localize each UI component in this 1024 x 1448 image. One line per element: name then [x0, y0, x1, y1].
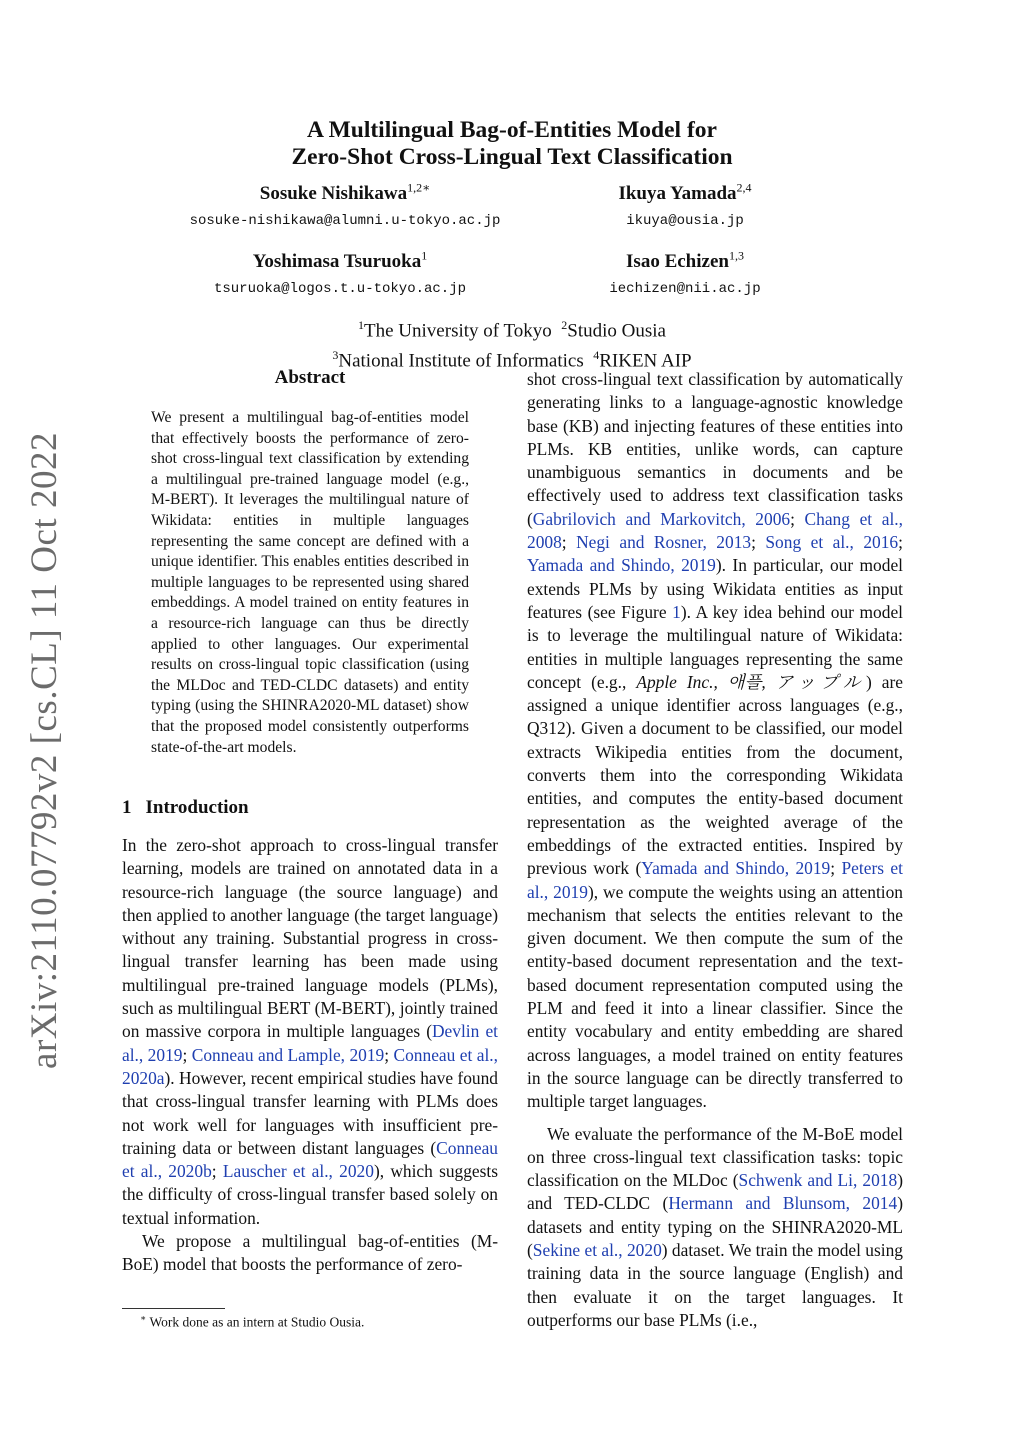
author-block [150, 181, 540, 229]
section-heading [122, 797, 249, 819]
citation-link[interactable]: Schwenk and Li, 2018 [738, 1170, 898, 1191]
citation-link[interactable]: Devlin et al., 2019 [122, 1021, 498, 1065]
arxiv-sidebar [23, 320, 65, 1180]
section-number: 1 [122, 797, 132, 818]
citation-link[interactable]: Lauscher et al., 2020 [222, 1161, 374, 1182]
author-block [560, 249, 810, 297]
right-paragraph-1: shot cross-lingual text classification by automatically generating links to a language-agnostic knowledge base (KB) and injecting features of these entities into PLMs. KB entities, unlike words, can capture unambiguous semantics in documents and be effectively used to address text classification tasks (Gabrilovich and Markovitch, 2006; Chang et al., 2008; Negi and Rosner, 2013; Song et al., 2016; Yamada and Shindo, 2019). In particular, our model extends PLMs by using Wikidata entities as input features (see Figure 1). A key idea behind our model is to leverage the multilingual nature of Wikidata: entities in multiple languages representing the same concept (e.g., Apple Inc., 애플, アップル) are assigned a unique identifier across languages (e.g., Q312). Given a document to be classified, our model extracts Wikipedia entities from the document, converts them into the corresponding Wikidata entities, and computes the entity-based document representation as the weighted average of the embeddings of the extracted entities. Inspired by previous work (Yamada and Shindo, 2019; Peters et al., 2019), we compute the weights using an attention mechanism that selects the entities relevant to the given document. We then compute the sum of the entity-based document representation and the text-based document representation computed using the PLM and feed it into a linear classifier. Since the entity vocabulary and entity embedding are shared across languages, a model trained on entity features in the source language can be directly transferred to multiple target languages. [527, 369, 904, 1112]
arxiv-identifier: arXiv:2110.07792v2 [cs.CL] 11 Oct 2022 [23, 431, 65, 1069]
intro-paragraph-2: We propose a multilingual bag-of-entities (M-BoE) model that boosts the performance of zero- [122, 1231, 498, 1275]
author-email: iechizen@nii.ac.jp [609, 281, 761, 298]
author-name: Yoshimasa Tsuruoka$^1$ [252, 249, 428, 273]
footnote-divider [122, 1308, 225, 1309]
footnote: ∗ Work done as an intern at Studio Ousia. [140, 1313, 365, 1330]
title-line-2: Zero-Shot Cross-Lingual Text Classification [291, 144, 733, 170]
right-column-body [527, 368, 903, 1332]
citation-link[interactable]: Conneau et al., 2020b [122, 1137, 498, 1182]
right-paragraph-2: We evaluate the performance of the M-BoE model on three cross-lingual text classification tasks: topic classification on the MLDoc (Schwenk and Li, 2018) and TED-CLDC (Hermann and Blunsom, 2014) datasets and entity typing on the SHINRA2020-ML (Sekine et al., 2020) dataset. We train the model using training data in the source language (English) and then evaluate it on the target languages. It outperforms our base PLMs (i.e., [527, 1123, 903, 1330]
paper-title [0, 117, 1024, 171]
citation-link[interactable]: Gabrilovich and Markovitch, 2006 [532, 508, 791, 529]
affiliations [0, 313, 1024, 374]
author-block [170, 249, 510, 297]
section-title: Introduction [145, 797, 249, 818]
citation-link[interactable]: Peters et al., 2019 [527, 858, 903, 902]
intro-paragraph-1: In the zero-shot approach to cross-lingual transfer learning, models are trained on annotated data in a resource-rich language (the source language) and then applied to another language (the target language) without any training. Substantial progress in cross-lingual transfer learning has been made using multilingual pre-trained language models (PLMs), such as multilingual BERT (M-BERT), jointly trained on massive corpora in multiple languages (Devlin et al., 2019; Conneau and Lample, 2019; Conneau et al., 2020a). However, recent empirical studies have found that cross-lingual transfer learning with PLMs does not work well for languages with insufficient pre-training data or between distant languages (Conneau et al., 2020b; Lauscher et al., 2020), which suggests the difficulty of cross-lingual transfer based solely on textual information. [122, 835, 499, 1228]
citation-link[interactable]: Negi and Rosner, 2013 [576, 532, 752, 553]
abstract-text: We present a multilingual bag-of-entities model that effectively boosts the performance of zero-shot cross-lingual text classification by extending a multilingual pre-trained language model (e.g., M-BERT). It leverages the multilingual nature of Wikidata: entities in multiple languages representing the same concept are defined with a unique identifier. This enables entities described in multiple languages to be represented using shared embeddings. A model trained on entity features in a resource-rich language can thus be directly applied to other languages. Our experimental results on cross-lingual topic classification (using the MLDoc and TED-CLDC datasets) and entity typing (using the SHINRA2020-ML dataset) show that the proposed model consistently outperforms state-of-the-art models. [151, 409, 469, 756]
citation-link[interactable]: Song et al., 2016 [765, 532, 899, 553]
citation-link[interactable]: Sekine et al., 2020 [532, 1239, 662, 1260]
author-name: Sosuke Nishikawa$^{1,2∗}$ [259, 181, 431, 205]
author-email: tsuruoka@logos.t.u-tokyo.ac.jp [213, 281, 467, 298]
citation-link[interactable]: Chang et al., 2008 [527, 508, 903, 553]
author-email: sosuke-nishikawa@alumni.u-tokyo.ac.jp [189, 213, 501, 230]
citation-link[interactable]: Conneau and Lample, 2019 [191, 1044, 385, 1065]
figure-link[interactable]: 1 [672, 601, 681, 622]
author-block [560, 181, 810, 229]
citation-link[interactable]: Yamada and Shindo, 2019 [527, 555, 716, 576]
title-line-1: A Multilingual Bag-of-Entities Model for [307, 117, 717, 143]
entity-example: Apple Inc., 애플, アップル [636, 671, 866, 692]
author-email: ikuya@ousia.jp [626, 213, 744, 230]
citation-link[interactable]: Conneau et al., 2020a [122, 1044, 499, 1088]
citation-link[interactable]: Yamada and Shindo, 2019 [641, 858, 831, 879]
author-name: Ikuya Yamada$^{2,4}$ [618, 181, 752, 205]
affiliation-line-2: $^3$National Institute of Informatics $^4$RIKEN AIP [332, 348, 692, 372]
abstract-heading: Abstract [274, 367, 346, 388]
left-column-body [122, 834, 498, 1277]
author-name: Isao Echizen$^{1,3}$ [626, 249, 744, 273]
citation-link[interactable]: Hermann and Blunsom, 2014 [668, 1193, 898, 1214]
affiliation-line-1: $^1$The University of Tokyo $^2$Studio Ousia [358, 318, 666, 342]
